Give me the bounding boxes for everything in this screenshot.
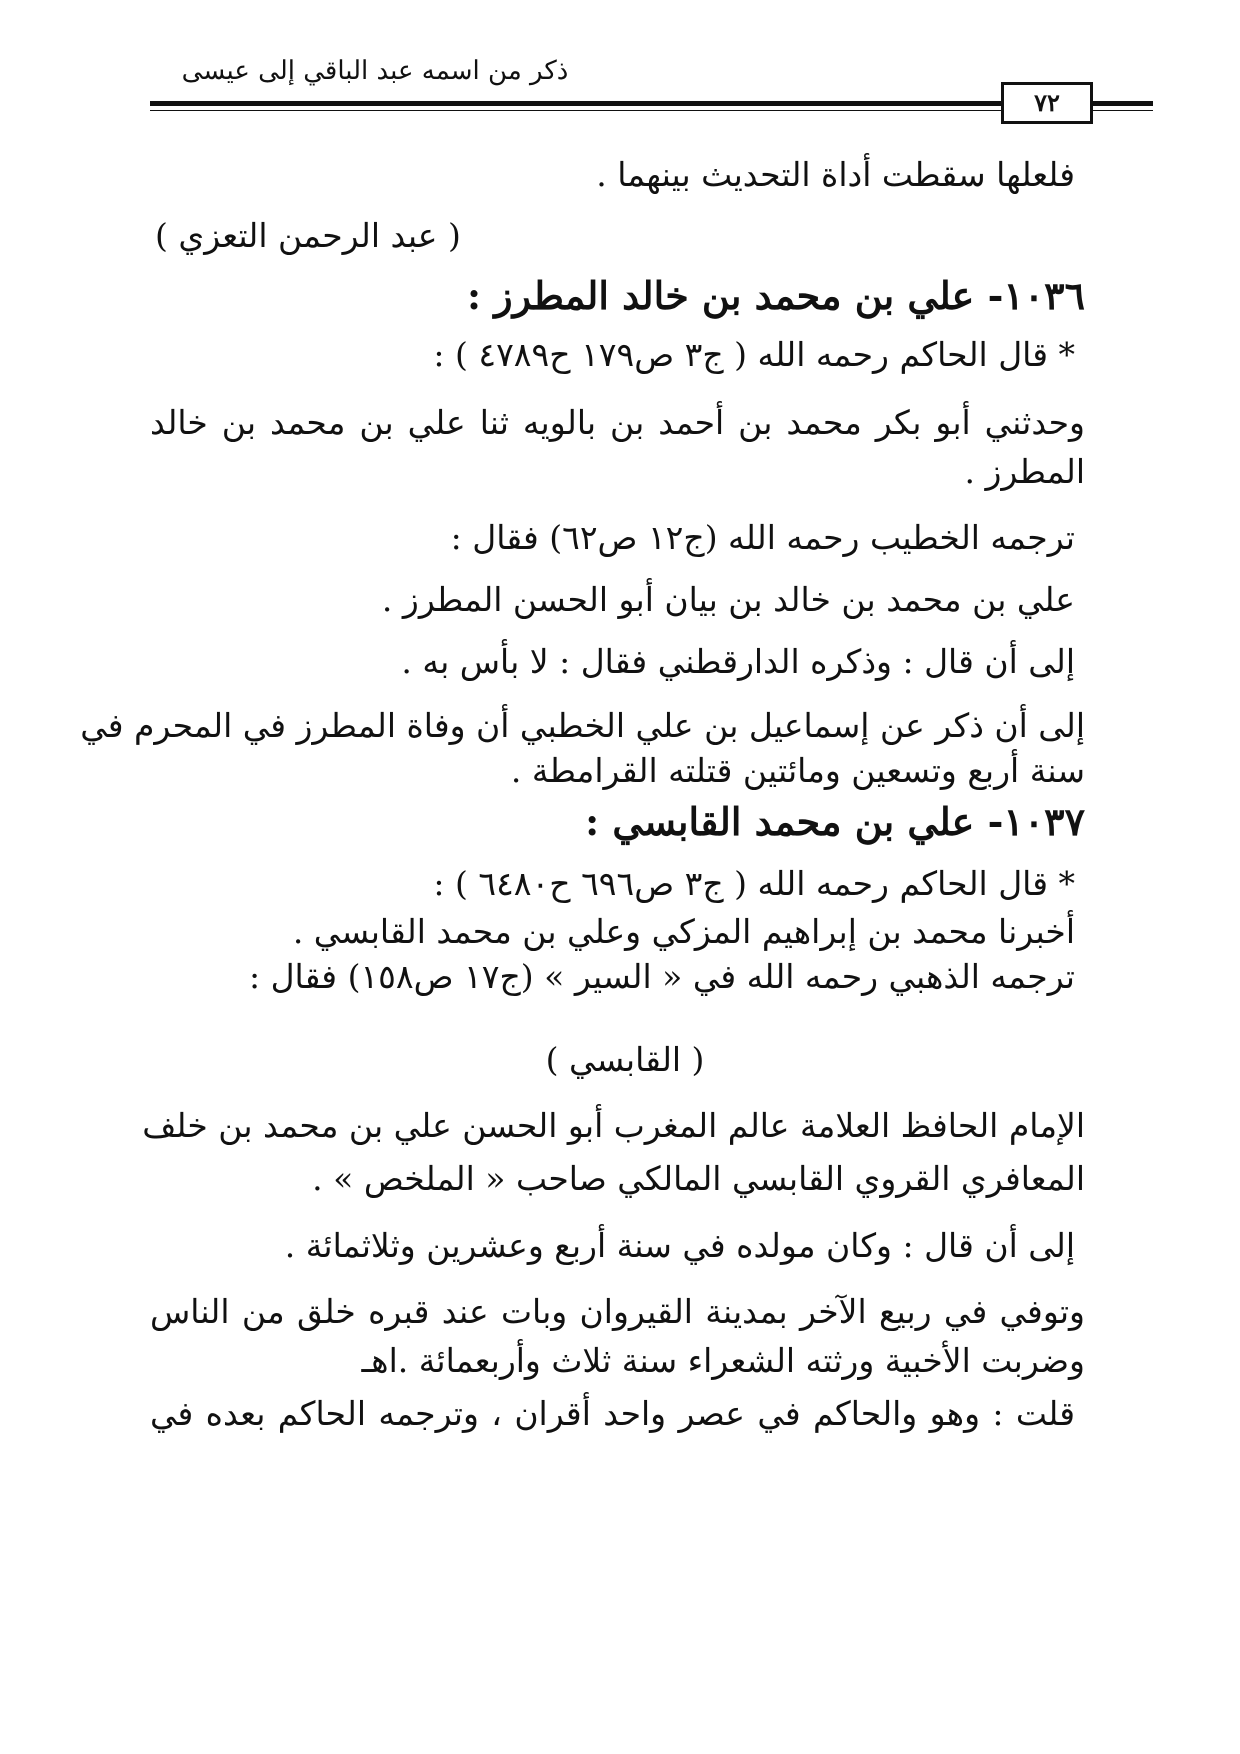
text-line: المعافري القروي القابسي المالكي صاحب « الملخص » . bbox=[312, 1159, 1085, 1198]
text-line: إلى أن قال : وكان مولده في سنة أربع وعشرين وثلاثمائة . bbox=[284, 1226, 1075, 1265]
text-line: ترجمه الذهبي رحمه الله في « السير » (ج١٧ ص١٥٨) فقال : bbox=[248, 957, 1075, 996]
text-line: إلى أن قال : وذكره الدارقطني فقال : لا بأس به . bbox=[401, 642, 1075, 681]
text-line: * قال الحاكم رحمه الله ( ج٣ ص١٧٩ ح٤٧٨٩ ) : bbox=[433, 335, 1075, 374]
text-line: الإمام الحافظ العلامة عالم المغرب أبو الحسن علي بن محمد بن خلف bbox=[142, 1106, 1085, 1145]
text-line: فلعلها سقطت أداة التحديث بينهما . bbox=[596, 155, 1075, 194]
text-line: وضربت الأخبية ورثته الشعراء سنة ثلاث وأربعمائة .اهـ bbox=[361, 1341, 1085, 1380]
text-line: وتوفي في ربيع الآخر بمدينة القيروان وبات عند قبره خلق من الناس bbox=[150, 1292, 1085, 1331]
section-label: ( القابسي ) bbox=[545, 1040, 705, 1079]
text-line: قلت : وهو والحاكم في عصر واحد أقران ، وترجمه الحاكم بعده في bbox=[150, 1394, 1075, 1433]
text-line: ترجمه الخطيب رحمه الله (ج١٢ ص٦٢) فقال : bbox=[450, 518, 1075, 557]
text-line: أخبرنا محمد بن إبراهيم المزكي وعلي بن محمد القابسي . bbox=[292, 912, 1075, 951]
text-line: المطرز . bbox=[964, 452, 1085, 491]
section-label: ( عبد الرحمن التعزي ) bbox=[155, 216, 461, 255]
running-title: ذكر من اسمه عبد الباقي إلى عيسى bbox=[181, 56, 569, 86]
text-line: سنة أربع وتسعين ومائتين قتلته القرامطة . bbox=[510, 751, 1085, 790]
entry-heading: ١٠٣٧- علي بن محمد القابسي : bbox=[585, 799, 1085, 844]
entry-heading: ١٠٣٦- علي بن محمد بن خالد المطرز : bbox=[467, 273, 1085, 318]
page-number: ٧٢ bbox=[1001, 82, 1093, 124]
text-line: إلى أن ذكر عن إسماعيل بن علي الخطبي أن وفاة المطرز في المحرم في bbox=[80, 706, 1085, 745]
text-line: وحدثني أبو بكر محمد بن أحمد بن بالويه ثنا علي بن محمد بن خالد bbox=[150, 403, 1085, 442]
text-line: علي بن محمد بن خالد بن بيان أبو الحسن المطرز . bbox=[381, 580, 1075, 619]
text-line: * قال الحاكم رحمه الله ( ج٣ ص٦٩٦ ح٦٤٨٠ ) : bbox=[433, 864, 1075, 903]
